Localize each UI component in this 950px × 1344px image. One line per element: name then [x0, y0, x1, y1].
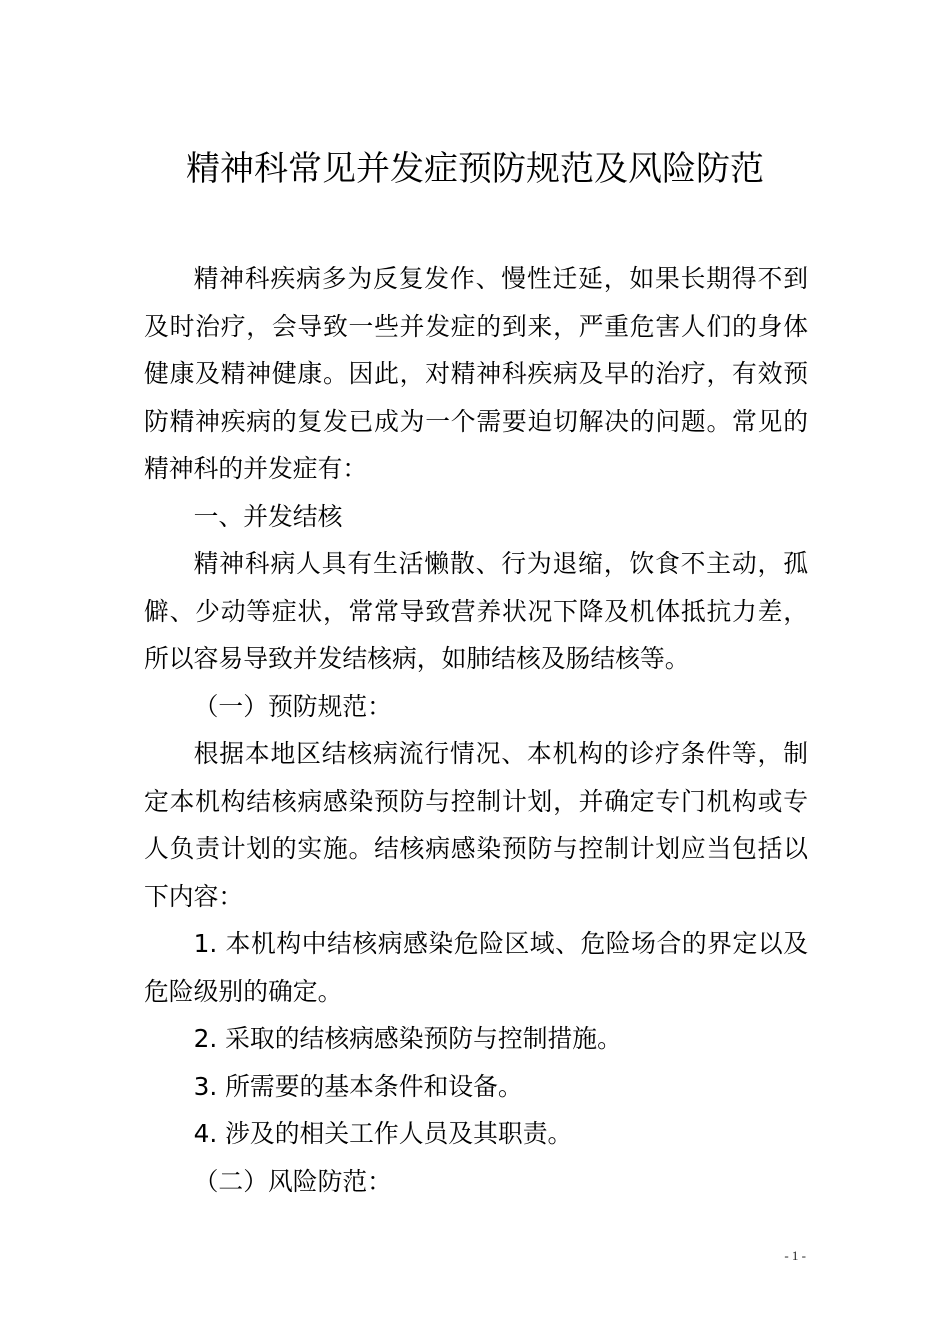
subheading-risk: （二）风险防范： [193, 1166, 392, 1196]
section-heading-tuberculosis: 一、并发结核 [193, 501, 343, 531]
list-item-1: 1. 本机构中结核病感染危险区域、危险场合的界定以及危险级别的确定。 [144, 929, 808, 1006]
list-item-4: 4. 涉及的相关工作人员及其职责。 [193, 1119, 573, 1148]
intro-paragraph: 精神科疾病多为反复发作、慢性迁延，如果长期得不到及时治疗，会导致一些并发症的到来，严重危害人们的身体健康及精神健康。因此，对精神科疾病及早的治疗，有效预防精神疾病的复发已成为一个需要迫切解决的问题。常见的精神科的并发症有： [144, 264, 808, 483]
document-body [144, 255, 808, 1205]
list-item-3: 3. 所需要的基本条件和设备。 [193, 1071, 523, 1101]
tuberculosis-description: 精神科病人具有生活懒散、行为退缩，饮食不主动，孤僻、少动等症状，常常导致营养状况下降及机体抵抗力差，所以容易导致并发结核病，如肺结核及肠结核等。 [144, 549, 808, 673]
document-title: 精神科常见并发症预防规范及风险防范 [186, 149, 764, 189]
list-item-2: 2. 采取的结核病感染预防与控制措施。 [193, 1024, 622, 1053]
page-number: - 1 - [784, 1248, 806, 1263]
prevention-plan-paragraph: 根据本地区结核病流行情况、本机构的诊疗条件等，制定本机构结核病感染预防与控制计划，并确定专门机构或专人负责计划的实施。结核病感染预防与控制计划应当包括以下内容： [144, 739, 808, 911]
subheading-prevention: （一）预防规范： [193, 691, 392, 721]
